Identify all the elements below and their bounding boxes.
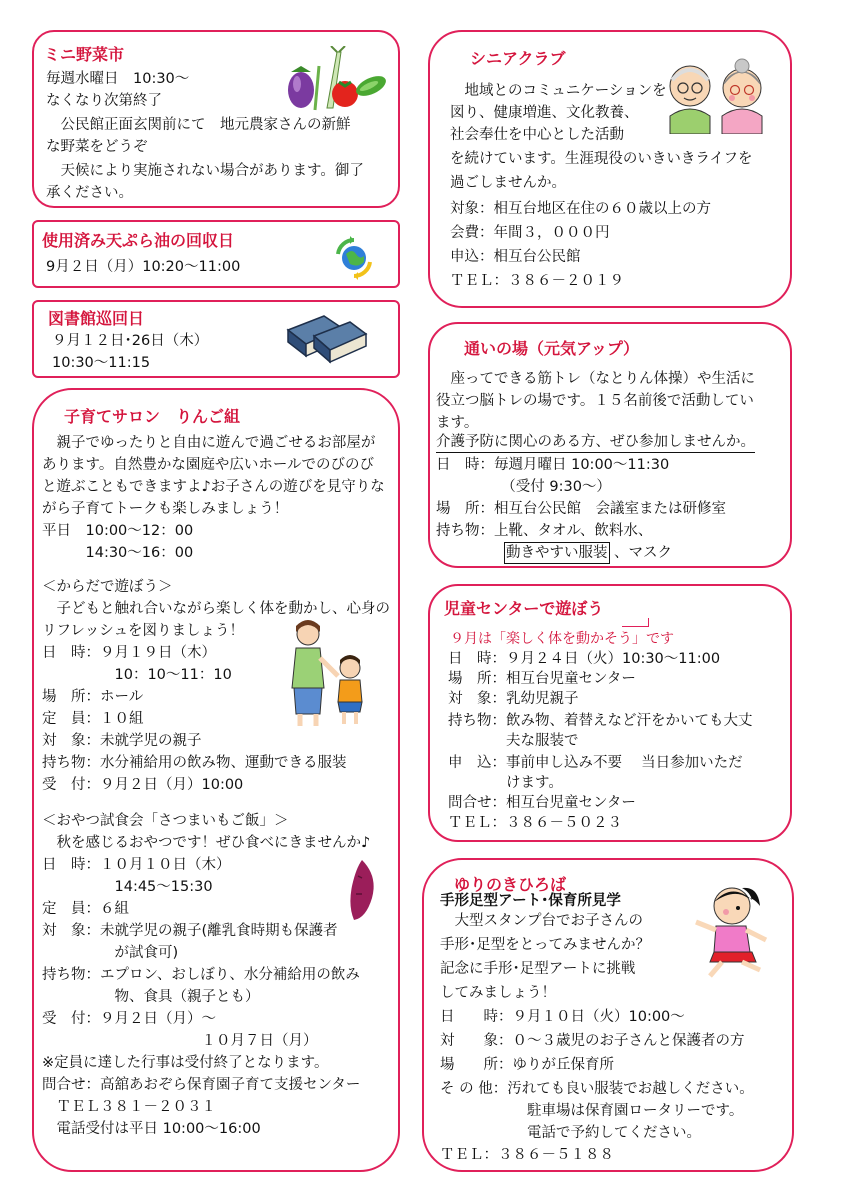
oyatsu-line: 物、食具（親子とも）: [42, 989, 260, 1005]
line: 持ち物：上靴、タオル、飲料水、: [436, 523, 653, 539]
collection-date: 9月２日（月）10:20～11:00: [46, 259, 241, 275]
yuri-box: [422, 858, 794, 1172]
line: 場 所：相互台児童センター: [448, 671, 636, 687]
senior-box: [428, 30, 792, 308]
section-title: 子育てサロン りんご組: [64, 407, 241, 426]
intro-line: あります。自然豊かな園庭や広いホールでのびのび: [42, 457, 375, 473]
karada-line: 子どもと触れ合いながら楽しく体を動かし、心身の: [42, 601, 390, 617]
oyatsu-line: 秋を感じるおやつです！ぜひ食べにきませんか♪: [42, 835, 371, 851]
mini-yasai-box: [32, 30, 400, 208]
oyatsu-line: 電話受付は平日 10:00～16:00: [42, 1121, 261, 1137]
line: 会費：年間３，０００円: [450, 225, 610, 241]
section-title: 使用済み天ぷら油の回収日: [42, 231, 235, 250]
karada-line: 持ち物：水分補給用の飲み物、運動できる服装: [42, 755, 347, 771]
section-title: 図書館巡回日: [48, 309, 145, 328]
title-underline: [622, 618, 649, 627]
boxed-text: 動きやすい服装: [504, 542, 610, 564]
section-title: ゆりのきひろば: [454, 875, 567, 894]
line: 公民館正面玄関前にて 地元農家さんの新鮮: [46, 117, 351, 133]
line: けます。: [448, 775, 563, 791]
library-date: ９月１２日･26日（木）: [52, 333, 209, 349]
oyatsu-line: ※定員に達した行事は受付終了となります。: [42, 1055, 329, 1071]
library-time: 10:30～11:15: [52, 355, 151, 371]
oyatsu-line: 定 員：６組: [42, 901, 129, 917]
line: 夫な服装で: [448, 733, 579, 749]
line: ます。: [436, 415, 479, 431]
line: 日 時：毎週月曜日 10:00～11:30: [436, 457, 670, 473]
line: なくなり次第終了: [46, 93, 162, 109]
line: 図り、健康増進、文化教養、: [450, 105, 639, 121]
line: してみましょう！: [440, 985, 556, 1001]
section-title: ミニ野菜市: [44, 45, 125, 64]
books-icon: [284, 308, 368, 366]
line: 日 時：９月１０日（火）10:00～: [440, 1009, 685, 1025]
line: 過ごしませんか。: [450, 175, 566, 191]
line: を続けています。生涯現役のいきいきライフを: [450, 151, 753, 167]
jido-box: [428, 584, 792, 842]
line: 場 所：相互台公民館 会議室または研修室: [436, 501, 726, 517]
line: 対象：相互台地区在住の６０歳以上の方: [450, 201, 711, 217]
karada-line: ＜からだで遊ぼう＞: [42, 579, 173, 595]
section-title: 児童センターで遊ぼう: [444, 599, 604, 618]
oyatsu-line: 14:45～15:30: [42, 879, 213, 895]
karada-line: リフレッシュを図りましょう！: [42, 623, 244, 639]
elderly-couple-icon: [664, 52, 768, 134]
line: 対 象：乳幼児親子: [448, 691, 579, 707]
line: 申込：相互台公民館: [450, 249, 581, 265]
intro-line: がら子育てトークも楽しみましょう！: [42, 501, 289, 517]
running-girl-icon: [686, 882, 778, 978]
oyatsu-line: 問合せ：高舘あおぞら保育園子育て支援センター: [42, 1077, 361, 1093]
oyatsu-line: ＴＥＬ３８１－２０３１: [42, 1099, 216, 1115]
line: （受付 9:30～）: [436, 479, 611, 495]
line: 記念に手形･足型アートに挑戦: [440, 961, 636, 977]
oyatsu-line: 日 時：１０月１０日（木）: [42, 857, 231, 873]
karada-line: 定 員：１０組: [42, 711, 144, 727]
library-box: [32, 300, 400, 378]
section-title: シニアクラブ: [470, 49, 566, 68]
line: ＴＥＬ：３８６－２０１９: [450, 273, 624, 289]
karada-line: 日 時：９月１９日（木）: [42, 645, 216, 661]
karada-line: 場 所：ホール: [42, 689, 144, 705]
tempura-box: [32, 220, 400, 288]
intro-line: 親子でゆったりと自由に遊んで過ごせるお部屋が: [42, 435, 376, 451]
line: 持ち物：飲み物、着替えなど汗をかいても大丈: [448, 713, 753, 729]
karada-line: 10：10～11：10: [42, 667, 232, 683]
intro-line: と遊ぶこともできますよ♪お子さんの遊びを見守りな: [42, 479, 385, 495]
line: 問合せ：相互台児童センター: [448, 795, 636, 811]
line: ＴＥＬ：３８６－５０２３: [448, 815, 622, 831]
line: 申 込：事前申し込み不要 当日参加いただ: [448, 755, 743, 771]
line: 座ってできる筋トレ（なとりん体操）や生活に: [436, 371, 755, 387]
intro-line: 平日 10:00～12：00: [42, 523, 194, 539]
line: 対 象：０～３歳児のお子さんと保護者の方: [440, 1033, 745, 1049]
kosodate-box: [32, 388, 400, 1172]
line: 日 時：９月２４日（火）10:30～11:00: [448, 651, 721, 667]
line: 介護予防に関心のある方、ぜひ参加しませんか。: [436, 432, 755, 453]
line: 社会奉仕を中心とした活動: [450, 127, 624, 143]
oyatsu-line: ＜おやつ試食会「さつまいもご飯」＞: [42, 813, 289, 829]
recycle-earth-icon: [332, 236, 376, 280]
sweet-potato-icon: [344, 858, 380, 922]
line: 電話で予約してください。: [440, 1125, 701, 1141]
line: 役立つ脳トレの場です。１５名前後で活動してい: [436, 393, 754, 409]
karada-line: 対 象：未就学児の親子: [42, 733, 202, 749]
line: 毎週水曜日 10:30～: [46, 71, 190, 87]
oyatsu-line: 受 付：９月２日（月）～: [42, 1011, 216, 1027]
section-title: 通いの場（元気アップ）: [464, 339, 640, 358]
line: 場 所：ゆりが丘保育所: [440, 1057, 614, 1073]
oyatsu-line: 対 象：未就学児の親子(離乳食時期も保護者: [42, 923, 338, 939]
line: 駐車場は保育園ロータリーです。: [440, 1103, 744, 1119]
vegetables-icon: [279, 46, 389, 116]
kayoi-box: [428, 322, 792, 568]
line: ＴＥＬ：３８６－５１８８: [440, 1147, 614, 1163]
mother-child-icon: [276, 618, 376, 730]
line: そ の 他：汚れても良い服装でお越しください。: [440, 1081, 754, 1097]
tail-text: 、マスク: [614, 545, 672, 561]
line: な野菜をどうぞ: [46, 139, 148, 155]
line: 天候により実施されない場合があります。御了: [46, 163, 364, 179]
line: 大型スタンプ台でお子さんの: [440, 913, 643, 929]
intro-line: 14:30～16：00: [42, 545, 194, 561]
subtitle: ９月は「楽しく体を動かそう」です: [450, 631, 674, 647]
oyatsu-line: 持ち物：エプロン、おしぼり、水分補給用の飲み: [42, 967, 360, 983]
line: 承ください。: [46, 185, 133, 201]
subtitle: 手形足型アート･保育所見学: [440, 893, 621, 909]
line: 地域とのコミュニケーションを: [450, 83, 667, 99]
oyatsu-line: が試食可): [42, 945, 179, 961]
oyatsu-line: １０月７日（月）: [42, 1033, 318, 1049]
karada-line: 受 付：９月２日（月）10:00: [42, 777, 244, 793]
line: 手形･足型をとってみませんか？: [440, 937, 650, 953]
